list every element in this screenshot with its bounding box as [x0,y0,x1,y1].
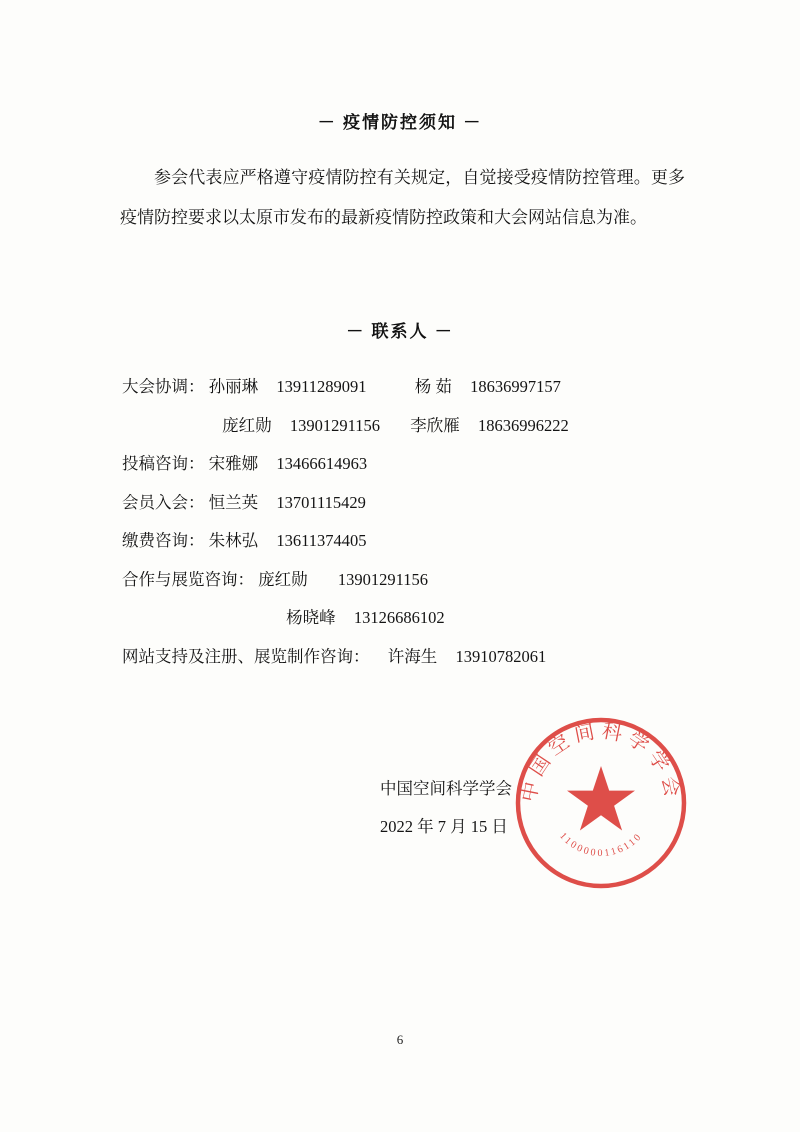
contact-name: 许海生 [387,646,438,666]
contact-name: 庞红勋 [222,415,272,435]
contact-row [122,638,702,677]
contact-label: 缴费咨询： [122,531,205,550]
contact-phone: 18636996222 [478,415,569,435]
signature-date: 2022 年 7 月 15 日 [380,817,508,836]
contact-phone: 18636997157 [470,377,561,396]
contact-row [122,445,702,484]
contact-phone: 13126686102 [353,608,445,627]
contact-phone: 13701115429 [276,492,366,512]
contact-phone: 13901291156 [337,569,429,589]
contact-phone: 13910782061 [455,646,547,666]
contact-name: 李欣雁 [410,415,460,435]
notice-paragraph: 参会代表应严格遵守疫情防控有关规定，自觉接受疫情防控管理。更多疫情防控要求以太原市发布的最新疫情防控政策和大会网站信息为准。 [120,168,685,227]
contacts-heading: － 联系人 － [346,322,454,341]
contacts-list [122,368,702,676]
contact-phone: 13611374405 [276,531,367,550]
contact-label: 投稿咨询： [122,454,205,473]
contact-label: 大会协调： [122,377,205,396]
signature-organization: 中国空间科学学会 [380,779,512,798]
contact-row [122,407,702,446]
contact-phone: 13911289091 [276,377,367,396]
contact-phone: 13901291156 [289,415,381,435]
page-content [100,0,700,1132]
contact-name: 宋雅娜 [208,454,259,473]
contact-row [122,522,702,561]
svg-text:中国空间科学学会: 中国空间科学学会 [518,720,684,804]
contact-label: 网站支持及注册、展览制作咨询： [122,646,370,666]
notice-heading: － 疫情防控须知 － [317,113,483,132]
signature-block [380,770,680,846]
contact-name: 恒兰英 [208,492,259,512]
contact-name: 庞红勋 [258,569,308,589]
contact-phone: 13466614963 [276,454,368,473]
contact-row [122,368,702,407]
contact-label: 会员入会： [122,492,205,512]
svg-text:1100000116110: 1100000116110 [557,830,645,860]
contact-name: 杨 茹 [414,377,452,396]
contact-row [122,599,702,638]
contact-name: 杨晓峰 [286,608,336,627]
contact-label: 合作与展览咨询： [122,569,254,589]
contact-row [122,484,702,523]
contact-name: 朱林弘 [208,531,259,550]
page-number: 6 [396,1032,404,1047]
contact-name: 孙丽琳 [208,377,259,396]
contact-row [122,561,702,600]
